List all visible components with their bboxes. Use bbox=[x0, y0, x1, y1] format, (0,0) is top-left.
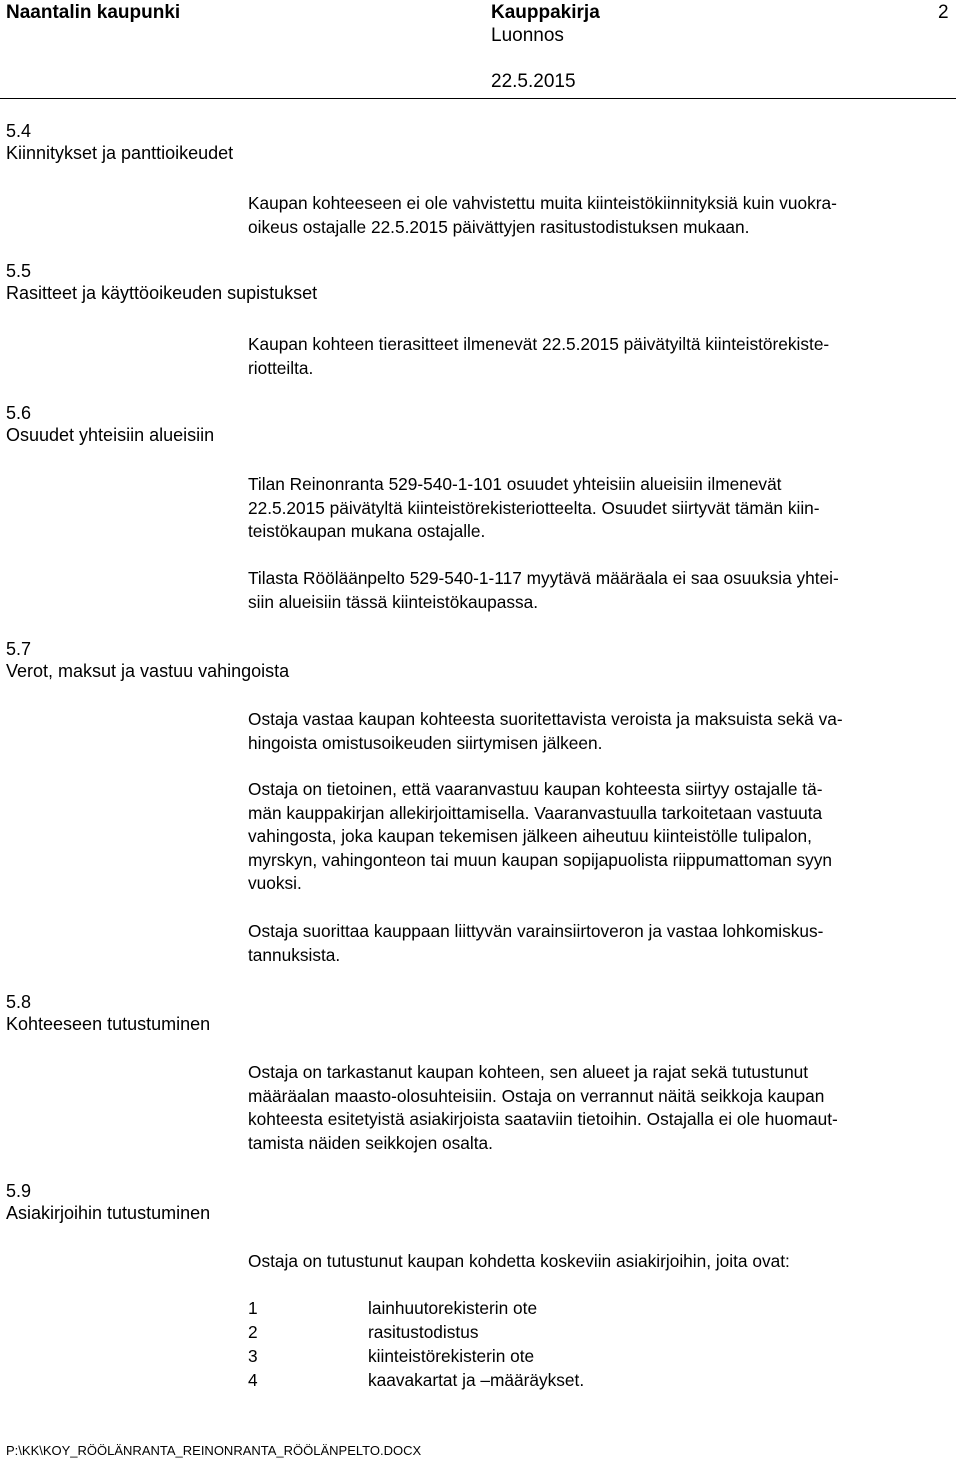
text-line: siin alueisiin tässä kiinteistökaupassa. bbox=[248, 591, 539, 612]
text-line: teistökaupan mukana ostajalle. bbox=[248, 521, 486, 542]
text-line: Ostaja on tarkastanut kaupan kohteen, sen alueet ja rajat sekä tutustunut bbox=[248, 1062, 809, 1082]
page-number: 2 bbox=[938, 2, 949, 23]
list-item-number: 3 bbox=[248, 1346, 258, 1366]
section-title: Asiakirjoihin tutustuminen bbox=[6, 1203, 211, 1223]
section-title: Kohteeseen tutustuminen bbox=[6, 1014, 211, 1034]
section-5-7-paragraph-3 bbox=[248, 920, 823, 967]
section-5-8-paragraph-1 bbox=[248, 1061, 838, 1155]
section-5-7-paragraph-2 bbox=[248, 778, 832, 896]
section-5-9-paragraph-1 bbox=[248, 1250, 790, 1274]
section-5-8-heading bbox=[6, 991, 210, 1035]
section-5-5-heading bbox=[6, 260, 317, 304]
section-5-6-paragraph-2 bbox=[248, 567, 839, 614]
document-date: 22.5.2015 bbox=[491, 71, 576, 92]
section-number: 5.4 bbox=[6, 121, 32, 141]
text-line: män kauppakirjan allekirjoittamisella. Vaaranvastuulla tarkoitetaan vastuuta bbox=[248, 802, 823, 823]
text-line: riotteilta. bbox=[248, 357, 314, 378]
list-item-text: rasitustodistus bbox=[368, 1322, 479, 1342]
text-line: hingoista omistusoikeuden siirtymisen jälkeen. bbox=[248, 732, 603, 753]
text-line: määräalan maasto-olosuhteisiin. Ostaja on verrannut näitä seikkoja kaupan bbox=[248, 1085, 825, 1106]
text-line: Kaupan kohteen tierasitteet ilmenevät 22.5.2015 päivätyiltä kiinteistörekiste- bbox=[248, 334, 830, 354]
text-line: kohteesta esitetyistä asiakirjoista saataviin tietoihin. Ostajalla ei ole huomaut- bbox=[248, 1109, 838, 1130]
list-item-text: kaavakartat ja –määräykset. bbox=[368, 1370, 585, 1390]
section-5-7-paragraph-1 bbox=[248, 708, 843, 755]
section-title: Rasitteet ja käyttöoikeuden supistukset bbox=[6, 283, 318, 303]
list-item-text: kiinteistörekisterin ote bbox=[368, 1346, 535, 1366]
text-line: Kaupan kohteeseen ei ole vahvistettu muita kiinteistökiinnityksiä kuin vuokra- bbox=[248, 193, 837, 213]
section-5-7-heading bbox=[6, 638, 289, 682]
section-5-6-paragraph-1 bbox=[248, 473, 820, 544]
text-line: vuoksi. bbox=[248, 873, 302, 894]
section-number: 5.8 bbox=[6, 992, 32, 1012]
section-5-6-heading bbox=[6, 402, 214, 446]
text-line: tamista näiden seikkojen osalta. bbox=[248, 1132, 493, 1153]
text-line: tannuksista. bbox=[248, 944, 341, 965]
text-line: Ostaja vastaa kaupan kohteesta suoritettavista veroista ja maksuista sekä va- bbox=[248, 709, 843, 729]
text-line: Ostaja on tutustunut kaupan kohdetta koskeviin asiakirjoihin, joita ovat: bbox=[248, 1251, 790, 1271]
footer-file-path: P:\KK\KOY_RÖÖLÄNRANTA_REINONRANTA_RÖÖLÄNPELTO.DOCX bbox=[6, 1443, 422, 1458]
document-status: Luonnos bbox=[491, 25, 564, 46]
text-line: Tilasta Rööläänpelto 529-540-1-117 myytävä määräala ei saa osuuksia yhtei- bbox=[248, 568, 839, 588]
section-5-4-paragraph-1 bbox=[248, 192, 837, 239]
list-item-number: 4 bbox=[248, 1370, 258, 1390]
text-line: myrskyn, vahingonteon tai muun kaupan sopijapuolista riippumattoman syyn bbox=[248, 849, 833, 870]
section-number: 5.7 bbox=[6, 639, 32, 659]
header-divider bbox=[0, 98, 956, 99]
list-item-number: 1 bbox=[248, 1298, 258, 1318]
section-title: Verot, maksut ja vastuu vahingoista bbox=[6, 661, 290, 681]
text-line: 22.5.2015 päivätyltä kiinteistörekisteriotteelta. Osuudet siirtyvät tämän kiin- bbox=[248, 497, 820, 518]
section-number: 5.6 bbox=[6, 403, 32, 423]
text-line: Ostaja suorittaa kauppaan liittyvän varainsiirtoveron ja vastaa lohkomiskus- bbox=[248, 921, 824, 941]
text-line: oikeus ostajalle 22.5.2015 päivättyjen rasitustodistuksen mukaan. bbox=[248, 216, 750, 237]
text-line: Ostaja on tietoinen, että vaaranvastuu kaupan kohteesta siirtyy ostajalle tä- bbox=[248, 779, 823, 799]
list-item-text: lainhuutorekisterin ote bbox=[368, 1298, 538, 1318]
section-5-4-heading bbox=[6, 120, 233, 164]
section-number: 5.9 bbox=[6, 1181, 32, 1201]
section-number: 5.5 bbox=[6, 261, 32, 281]
section-title: Kiinnitykset ja panttioikeudet bbox=[6, 143, 234, 163]
text-line: Tilan Reinonranta 529-540-1-101 osuudet yhteisiin alueisiin ilmenevät bbox=[248, 474, 782, 494]
org-name: Naantalin kaupunki bbox=[6, 2, 181, 23]
document-title: Kauppakirja bbox=[491, 2, 600, 23]
section-5-9-heading bbox=[6, 1180, 210, 1224]
list-item-number: 2 bbox=[248, 1322, 258, 1342]
section-title: Osuudet yhteisiin alueisiin bbox=[6, 425, 215, 445]
section-5-5-paragraph-1 bbox=[248, 333, 829, 380]
text-line: vahingosta, joka kaupan tekemisen jälkeen aiheutuu kiinteistölle tulipalon, bbox=[248, 826, 812, 847]
